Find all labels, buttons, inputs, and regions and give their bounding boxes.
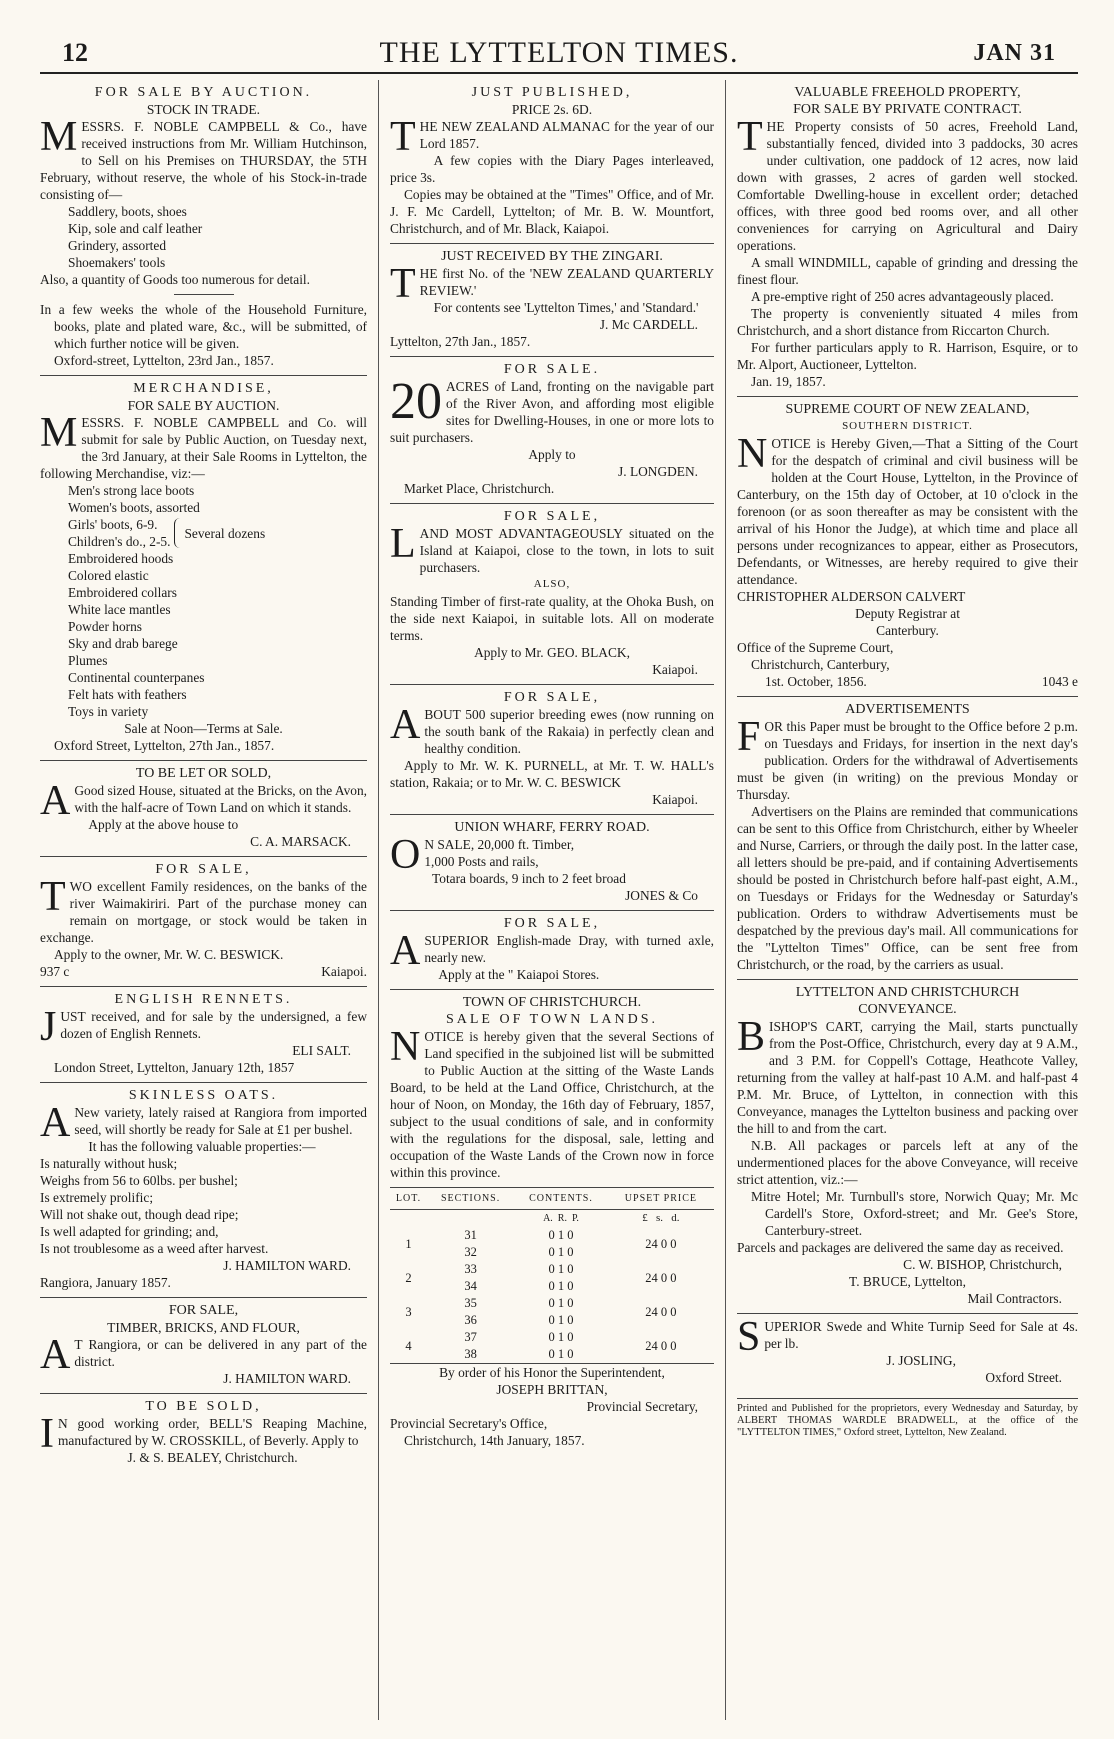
drop-cap: M — [40, 114, 78, 160]
sale-terms: Sale at Noon—Terms at Sale. — [124, 721, 283, 736]
union-wharf-ad — [390, 815, 714, 911]
oats-property: Weighs from 56 to 60lbs. per bushel; — [40, 1173, 238, 1188]
ad-body: Good sized House, situated at the Bricks, on the Avon, with the half-acre of Town Land on which it stands. — [74, 783, 367, 815]
ad-signature: C. A. MARSACK. — [250, 834, 351, 849]
posts-line: 1,000 Posts and rails, — [424, 854, 539, 869]
drop-cap: I — [40, 1411, 54, 1457]
section-cell: 36 — [464, 1313, 477, 1327]
ad-signature: C. W. BISHOP, Christchurch, — [903, 1257, 1062, 1272]
ad-heading: JUST PUBLISHED, — [471, 85, 633, 100]
almanac-copies: Copies may be obtained at the "Times" Office, and of Mr. J. F. Mc Cardell, Lyttelton; of Mr. B. W. Mountfort, Christchurch, and of Mr. Black, Kaiapoi. — [390, 187, 714, 236]
kaiapoi-land-ad — [390, 504, 714, 685]
column-1 — [40, 80, 379, 1720]
section-cell: 37 — [464, 1330, 477, 1344]
section-cell: 34 — [464, 1279, 477, 1293]
ad-reference: 937 c — [40, 964, 70, 979]
preemptive-line: A pre-emptive right of 250 acres advantageously placed. — [751, 289, 1054, 304]
printer-imprint: Printed and Published for the proprietors, every Wednesday and Saturday, by ALBERT THOMAS WARDLE BRADWELL, at the office of the "LYTTELTON TIMES," Oxford street, Lyttelton, New Zealand. — [737, 1398, 1078, 1439]
nb-line: N.B. All packages or parcels left at any of the undermentioned places for the above Conveyance, will receive strict attention, viz.:— — [737, 1138, 1078, 1187]
ad-heading: FOR SALE BY AUCTION. — [94, 85, 313, 100]
ad-dateline: Oxford Street, Lyttelton, 27th Jan., 1857. — [54, 738, 275, 753]
almanac-ad — [390, 80, 714, 244]
contents-cell: 0 1 0 — [548, 1347, 574, 1361]
divider — [174, 294, 234, 295]
lot-cell: 3 — [405, 1304, 412, 1319]
merch-item: Powder horns — [68, 619, 143, 634]
ad-apply: Apply to Mr. W. K. PURNELL, at Mr. T. W. HALL's station, Rakaia; or to Mr. W. C. BESWICK — [390, 758, 714, 790]
ad-body: ACRES of Land, fronting on the navigable part of the River Avon, and affording most eligible sites for Dwelling-Houses, in one or more lots to suit purchasers. — [390, 379, 714, 445]
ad-body: WO excellent Family residences, on the banks of the river Waimakiriri. Part of the purchase money can remain on mortgage, or stock would be taken in exchange. — [40, 879, 367, 945]
ad-dateline: London Street, Lyttelton, January 12th, 1857 — [54, 1060, 295, 1075]
table-subheader-row — [390, 1210, 714, 1228]
col-header-lot: LOT. — [390, 1188, 427, 1210]
section-cell: 32 — [464, 1245, 477, 1259]
ad-heading: SKINLESS OATS. — [128, 1088, 279, 1103]
places-line: Mitre Hotel; Mr. Turnbull's store, Norwich Quay; Mr. Mc Cardell's Store, Oxford-street; and Mr. Gee's Store, Canterbury-street. — [751, 1189, 1078, 1238]
office-line: Office of the Supreme Court, — [737, 640, 894, 655]
price-cell: 24 0 0 — [645, 1338, 677, 1353]
ad-subheading: STOCK IN TRADE. — [146, 102, 261, 117]
ad-place: Oxford Street. — [985, 1370, 1062, 1385]
ad-apply: Apply to Mr. GEO. BLACK, — [474, 645, 630, 660]
ad-body: T Rangiora, or can be delivered in any part of the district. — [74, 1337, 367, 1369]
merch-item: Men's strong lace boots — [68, 483, 195, 498]
ad-apply: Apply to — [528, 447, 576, 462]
ad-dateline: Oxford-street, Lyttelton, 23rd Jan., 1857. — [54, 353, 274, 368]
english-rennets-ad — [40, 987, 367, 1083]
ad-body: HE Property consists of 50 acres, Freehold Land, substantially fenced, divided into 3 paddocks, 30 acres under cultivation, one paddock of 12 acres, now laid down with grasses, 2 acres of garden well stocked. Comfortable Dwelling-house in excellent order; detached offices, with three good bed rooms over, and all other conveniences for carrying on Agricultural and Dairy operations. — [737, 119, 1078, 253]
braced-items — [40, 516, 367, 550]
ad-signature: JONES & Co — [625, 888, 698, 903]
ad-apply: Apply at the " Kaiapoi Stores. — [438, 967, 600, 982]
contents-cell: 0 1 0 — [548, 1279, 574, 1293]
ad-signature: J. HAMILTON WARD. — [223, 1258, 351, 1273]
ad-body: ESSRS. F. NOBLE CAMPBELL and Co. will submit for sale by Public Auction, on Tuesday next, the 3rd January, at their Sale Rooms in Lyttelton, the following Merchandise, viz:— — [40, 415, 367, 481]
town-lands-notice — [390, 990, 714, 1455]
contents-cell: 0 1 0 — [548, 1228, 574, 1242]
ad-body: ISHOP'S CART, carrying the Mail, starts punctually from the Post-Office, Christchurch, every day at 9 A.M., and 3 P.M. for Coppell's Cottage, Heathcote Valley, returning from the valley at half-past 10 A.M. and half-past 4 P.M. Mr. Bruce, of Lyttelton, in connection with this Conveyance, manages the Lyttelton business and packing over the hill to and from the cart. — [737, 1019, 1078, 1136]
ad-body: HE NEW ZEALAND ALMANAC for the year of our Lord 1857. — [419, 119, 714, 151]
merch-item: Women's boots, assorted — [68, 500, 200, 515]
merch-item: Colored elastic — [68, 568, 149, 583]
standing-timber: Standing Timber of first-rate quality, at the Ohoka Bush, on the side next Kaiapoi, in suitable lots. All on moderate terms. — [390, 594, 714, 643]
advertisements-notice — [737, 697, 1078, 980]
ad-signature: J. & S. BEALEY, Christchurch. — [127, 1450, 298, 1465]
ad-signature: ELI SALT. — [292, 1043, 351, 1058]
ad-signature: T. BRUCE, Lyttelton, — [849, 1274, 966, 1289]
drop-cap: B — [737, 1014, 766, 1060]
ad-place: Kaiapoi. — [321, 964, 367, 979]
ad-signature: J. LONGDEN. — [618, 464, 698, 479]
oats-property: Is well adapted for grinding; and, — [40, 1224, 219, 1239]
section-cell: 38 — [464, 1347, 477, 1361]
price-cell: 24 0 0 — [645, 1236, 677, 1251]
ad-place: Kaiapoi. — [652, 662, 698, 677]
breeding-ewes-ad — [390, 685, 714, 815]
ad-body: N good working order, BELL'S Reaping Machine, manufactured by W. CROSSKILL, of Beverly. Apply to — [58, 1416, 367, 1448]
merch-item: Girls' boots, 6-9. — [68, 517, 158, 532]
merch-item: Embroidered collars — [68, 585, 177, 600]
ad-heading: JUST RECEIVED BY THE ZINGARI. — [441, 249, 663, 264]
ad-apply: For further particulars apply to R. Harrison, Esquire, or to Mr. Alport, Auctioneer, Lyttelton. — [737, 340, 1078, 372]
ad-reference: 1043 e — [1041, 674, 1078, 689]
oats-property: Is not troublesome as a weed after harvest. — [40, 1241, 269, 1256]
signatory-title: Provincial Secretary, — [586, 1399, 698, 1414]
drop-cap: J — [40, 1004, 57, 1050]
merch-item: Felt hats with feathers — [68, 687, 187, 702]
sub-perches: P. — [571, 1213, 579, 1224]
skinless-oats-ad — [40, 1083, 367, 1298]
newspaper-title: THE LYTTELTON TIMES. — [379, 36, 739, 69]
turnip-seed-ad — [737, 1314, 1078, 1392]
ad-heading: FOR SALE, — [155, 862, 252, 877]
col-header-price: UPSET PRICE — [608, 1188, 714, 1210]
ad-apply: Apply at the above house to — [88, 817, 239, 832]
contents-cell: 0 1 0 — [548, 1245, 574, 1259]
ad-subheading: FOR SALE BY PRIVATE CONTRACT. — [793, 102, 1022, 117]
ad-body: AND MOST ADVANTAGEOUSLY situated on the Island at Kaiapoi, close to the town, in lots to suit purchasers. — [419, 526, 714, 575]
drop-cap: L — [390, 521, 416, 567]
column-2 — [379, 80, 726, 1720]
ad-dateline: Lyttelton, 27th Jan., 1857. — [390, 334, 531, 349]
ad-body: UPERIOR Swede and White Turnip Seed for Sale at 4s. per lb. — [764, 1319, 1078, 1351]
oats-property: Is naturally without husk; — [40, 1156, 178, 1171]
also-label: ALSO, — [533, 578, 571, 590]
drop-cap: A — [390, 928, 421, 974]
order-line: By order of his Honor the Superintendent, — [439, 1365, 665, 1380]
ad-heading: FOR SALE. — [503, 362, 601, 377]
ad-heading: FOR SALE, — [503, 916, 601, 931]
contents-cell: 0 1 0 — [548, 1296, 574, 1310]
drop-cap: 20 — [390, 373, 442, 430]
table-header-row — [390, 1188, 714, 1210]
stock-item: Saddlery, boots, shoes — [68, 204, 187, 219]
conveyance-ad — [737, 980, 1078, 1314]
ad-body: HE first No. of the 'NEW ZEALAND QUARTERLY REVIEW.' — [419, 266, 714, 298]
ad-signature: J. JOSLING, — [886, 1353, 956, 1368]
ad-heading: SUPREME COURT OF NEW ZEALAND, — [785, 402, 1030, 417]
merch-item: White lace mantles — [68, 602, 171, 617]
ad-heading: TO BE LET OR SOLD, — [135, 766, 272, 781]
lot-cell: 1 — [405, 1236, 412, 1251]
drop-cap: N — [390, 1024, 421, 1070]
ad-heading: UNION WHARF, FERRY ROAD. — [454, 820, 650, 835]
drop-cap: T — [737, 114, 763, 160]
ad-signature: CHRISTOPHER ALDERSON CALVERT — [737, 589, 966, 604]
brace — [174, 518, 180, 548]
ad-price: PRICE 2s. 6D. — [511, 102, 593, 117]
drop-cap: A — [40, 1100, 71, 1146]
section-cell: 35 — [464, 1296, 477, 1310]
table-row — [390, 1295, 714, 1329]
boards-line: Totara boards, 9 inch to 2 feet broad — [432, 871, 626, 886]
ad-dateline: 1st. October, 1856. — [765, 674, 867, 689]
column-3 — [726, 80, 1078, 1720]
ad-place: Kaiapoi. — [652, 792, 698, 807]
ad-subheading: TIMBER, BRICKS, AND FLOUR, — [107, 1320, 300, 1335]
ad-heading: LYTTELTON AND CHRISTCHURCH — [795, 985, 1020, 1000]
ad-heading: TO BE SOLD, — [145, 1399, 262, 1414]
sub-pence: d. — [671, 1212, 680, 1224]
timber-line: N SALE, 20,000 ft. Timber, — [424, 837, 575, 852]
price-cell: 24 0 0 — [645, 1304, 677, 1319]
ad-apply: Apply to the owner, Mr. W. C. BESWICK. — [54, 947, 284, 962]
drop-cap: N — [737, 431, 768, 477]
issue-date: JAN 31 — [973, 40, 1056, 66]
freehold-property-ad — [737, 80, 1078, 397]
drop-cap: M — [40, 410, 78, 456]
ad-subheading: SALE OF TOWN LANDS. — [445, 1012, 659, 1027]
ad-body: OTICE is Hereby Given,—That a Sitting of the Court for the despatch of criminal and civil business will be holden at the Court House, Lyttelton, in the Province of Canterbury, on the 15th day of October, at 10 o'clock in the forenoon (or as soon thereafter as may be consistent with the arrival of his Honor the Judge), at which time and place all persons under recognizances to appear, either as Prosecutors, Defendants, or Witnesses, are hereby required to give their attendance. — [737, 436, 1078, 587]
oats-property: Is extremely prolific; — [40, 1190, 154, 1205]
ad-subheading: SOUTHERN DISTRICT. — [842, 420, 973, 432]
merch-item: Sky and drab barege — [68, 636, 178, 651]
merchandise-auction-ad — [40, 376, 367, 761]
section-cell: 33 — [464, 1262, 477, 1276]
ad-body: BOUT 500 superior breeding ewes (now running on the south bank of the Rakaia) in perfectly clean and healthy condition. — [424, 707, 714, 756]
merch-item: Continental counterpanes — [68, 670, 205, 685]
oats-property: Will not shake out, though dead ripe; — [40, 1207, 239, 1222]
stock-item: Kip, sole and calf leather — [68, 221, 203, 236]
stock-item: Shoemakers' tools — [68, 255, 166, 270]
col-header-contents: CONTENTS. — [514, 1188, 608, 1210]
merch-item: Toys in variety — [68, 704, 149, 719]
table-row — [390, 1261, 714, 1295]
sub-roods: R. — [557, 1213, 567, 1224]
oats-intro: It has the following valuable properties:— — [88, 1139, 316, 1154]
merch-item: Plumes — [68, 653, 108, 668]
reaping-machine-ad — [40, 1394, 367, 1472]
drop-cap: T — [40, 874, 66, 920]
ad-heading: FOR SALE, — [503, 690, 601, 705]
ad-also: Also, a quantity of Goods too numerous for detail. — [40, 272, 311, 287]
parcels-line: Parcels and packages are delivered the same day as received. — [737, 1240, 1064, 1255]
quarterly-review-ad — [390, 244, 714, 357]
family-residences-ad — [40, 857, 367, 987]
plains-notice: Advertisers on the Plains are reminded that communications can be sent to this Office from Christchurch, either by Wheeler and Nurse, Carriers, or through the daily post. In the latter case, all letters should be pre-paid, and if containing Advertisements should be posted in Christchurch before half-past eight, A.M., on Tuesdays or Fridays for the Wednesday or Saturday's publication. Orders to withdraw Advertisements must be despatched by the previous day's mail. All communications for the "Lyttelton Times" Office, can be sent free from Christchurch, or the road, by the carriers as usual. — [737, 804, 1078, 972]
ad-body: SUPERIOR English-made Dray, with turned axle, nearly new. — [424, 933, 714, 965]
drop-cap: O — [390, 832, 421, 878]
office-line: Provincial Secretary's Office, — [390, 1416, 548, 1431]
table-row — [390, 1329, 714, 1364]
ad-heading: FOR SALE, — [168, 1303, 239, 1318]
contents-cell: 0 1 0 — [548, 1262, 574, 1276]
ad-body: OTICE is hereby given that the several Sections of Land specified in the subjoined list will be submitted to Public Auction at the sitting of the Waste Lands Board, to be held at the Land Office, Christchurch, at the hour of Noon, on Monday, the 16th day of February, 1857, subject to the usual conditions of sale, and in conformity with the regulations for the disposal, sale, letting and occupation of the Waste Lands of the Crown now in force within this province. — [390, 1029, 714, 1180]
ad-signature: J. HAMILTON WARD. — [223, 1371, 351, 1386]
table-row — [390, 1227, 714, 1261]
section-cell: 31 — [464, 1228, 477, 1242]
supreme-court-notice — [737, 397, 1078, 697]
stock-item: Grindery, assorted — [68, 238, 167, 253]
ad-signature: J. Mc CARDELL. — [599, 317, 698, 332]
twenty-acres-ad — [390, 357, 714, 504]
ad-subheading: FOR SALE BY AUCTION. — [127, 398, 280, 413]
quarterly-contents: For contents see 'Lyttelton Times,' and 'Standard.' — [433, 300, 699, 315]
ad-heading: TOWN OF CHRISTCHURCH. — [462, 995, 642, 1010]
drop-cap: A — [40, 778, 71, 824]
ad-body: ESSRS. F. NOBLE CAMPBELL & Co., have received instructions from Mr. William Hutchinson, to Sell on his Premises on THURSDAY, the 5TH February, without reserve, the whole of his Stock-in-trade consisting of— — [40, 119, 367, 202]
drop-cap: S — [737, 1314, 761, 1360]
sub-pounds: £ — [642, 1212, 648, 1224]
ad-heading: ENGLISH RENNETS. — [114, 992, 293, 1007]
timber-bricks-flour-ad — [40, 1298, 367, 1394]
page-number: 12 — [62, 38, 88, 67]
dray-ad — [390, 911, 714, 990]
brace-label: Several dozens — [184, 525, 266, 541]
place-line: Christchurch, Canterbury, — [751, 657, 890, 672]
lot-cell: 2 — [405, 1270, 412, 1285]
contents-cell: 0 1 0 — [548, 1330, 574, 1344]
let-or-sold-ad — [40, 761, 367, 857]
ad-body: UST received, and for sale by the undersigned, a few dozen of English Rennets. — [60, 1009, 367, 1041]
ad-heading: FOR SALE, — [503, 509, 601, 524]
drop-cap: A — [40, 1332, 71, 1378]
ad-place: Market Place, Christchurch. — [404, 481, 555, 496]
windmill-line: A small WINDMILL, capable of grinding and dressing the finest flour. — [737, 255, 1078, 287]
ad-dateline: Rangiora, January 1857. — [40, 1275, 171, 1290]
ad-body: OR this Paper must be brought to the Office before 2 p.m. on Tuesdays and Fridays, for insertion in the next day's publication. Orders for the withdrawal of Advertisements must be given (in writing) on the previous Monday or Thursday. — [737, 719, 1078, 802]
ad-dateline: Jan. 19, 1857. — [751, 374, 826, 389]
drop-cap: F — [737, 714, 761, 760]
contents-cell: 0 1 0 — [548, 1313, 574, 1327]
sub-shillings: s. — [656, 1212, 664, 1224]
drop-cap: A — [390, 702, 421, 748]
ad-heading: ADVERTISEMENTS — [845, 702, 970, 717]
ad-heading: MERCHANDISE, — [133, 381, 274, 396]
price-cell: 24 0 0 — [645, 1270, 677, 1285]
col-header-sections: SECTIONS. — [427, 1188, 514, 1210]
situated-line: The property is conveniently situated 4 miles from Christchurch, and a short distance from Riccarton Church. — [737, 306, 1078, 338]
signatory-title: Deputy Registrar at — [855, 606, 960, 621]
ad-body: New variety, lately raised at Rangiora from imported seed, will shortly be ready for Sale at £1 per bushel. — [74, 1105, 367, 1137]
masthead — [40, 28, 1078, 74]
ad-subheading: CONVEYANCE. — [858, 1002, 957, 1017]
ad-dateline: Christchurch, 14th January, 1857. — [404, 1433, 585, 1448]
lands-table — [390, 1187, 714, 1364]
drop-cap: T — [390, 114, 416, 160]
ad-signature: JOSEPH BRITTAN, — [496, 1382, 608, 1397]
merch-item: Embroidered hoods — [68, 551, 174, 566]
almanac-diary: A few copies with the Diary Pages interleaved, price 3s. — [390, 153, 714, 185]
drop-cap: T — [390, 261, 416, 307]
ad-signature: Mail Contractors. — [967, 1291, 1062, 1306]
sub-acres: A. — [543, 1213, 553, 1224]
lot-cell: 4 — [405, 1338, 412, 1353]
household-notice: In a few weeks the whole of the Household Furniture, books, plate and plated ware, &c., will be submitted, of which further notice will be given. — [40, 302, 367, 351]
signatory-title: Canterbury. — [876, 623, 939, 638]
auction-stock-ad — [40, 80, 367, 376]
merch-item: Children's do., 2-5. — [68, 534, 171, 549]
ad-heading: VALUABLE FREEHOLD PROPERTY, — [794, 85, 1021, 100]
